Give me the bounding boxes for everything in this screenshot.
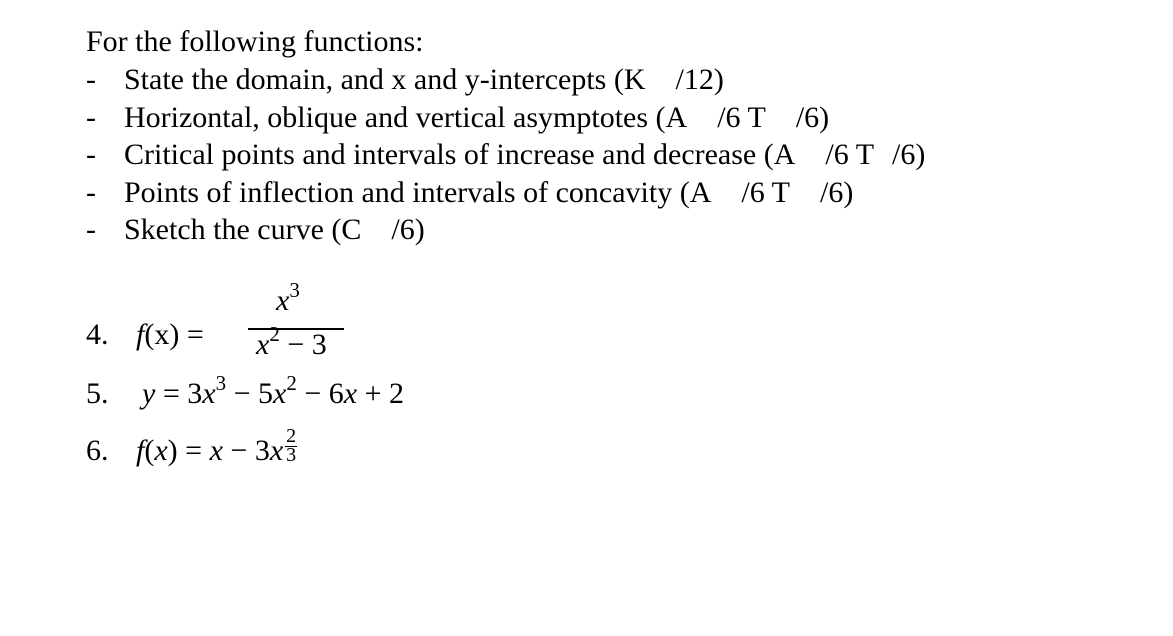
fraction-numerator (276, 278, 300, 318)
coefficient-3: − 6 (296, 377, 344, 410)
exponent-denominator: 3 (286, 444, 297, 466)
mark-a: /6 T (717, 100, 766, 134)
problem-6-equation (136, 425, 298, 468)
bullet-dash: - (86, 100, 96, 134)
x-variable: x (273, 377, 287, 410)
coefficient-1: = 3 (155, 377, 203, 410)
denominator-exponent: 2 (269, 322, 280, 346)
exponent-3: 3 (215, 371, 227, 395)
task-text (124, 99, 829, 137)
denominator-constant: − 3 (279, 328, 327, 361)
fraction-denominator (256, 322, 327, 362)
problem-4-lhs (136, 318, 204, 352)
x-variable: x (209, 434, 223, 467)
coefficient-2: − 5 (226, 377, 273, 410)
mark-t: /6) (795, 100, 830, 134)
bullet-dash: - (86, 213, 96, 246)
task-label: Sketch the curve (C (124, 213, 362, 246)
y-variable: y (142, 377, 156, 410)
task-label: State the domain, and x and y-intercepts (K (124, 63, 646, 96)
function-argument: (x) = (144, 318, 204, 351)
task-text (124, 174, 853, 212)
problem-number-6: 6. (86, 434, 109, 467)
x-variable: x (343, 377, 358, 410)
coefficient: − 3 (222, 434, 270, 467)
open-paren: ( (144, 434, 155, 467)
mark-t: /6) (819, 175, 854, 209)
mark-c: /6) (391, 213, 425, 246)
mark-a: /6 T (741, 175, 790, 209)
problem-5-equation (142, 371, 404, 411)
task-text (124, 211, 425, 249)
bullet-dash: - (86, 138, 96, 171)
mark-t: /6) (892, 138, 926, 171)
numerator-exponent: 3 (289, 278, 300, 302)
task-label: Points of inflection and intervals of concavity (A (124, 175, 712, 209)
x-variable: x (154, 434, 168, 467)
task-text (124, 61, 724, 99)
exponent-2: 2 (286, 371, 297, 395)
task-label: Horizontal, oblique and vertical asymptotes (A (124, 100, 688, 134)
x-variable: x (202, 377, 216, 410)
mark-k: /12) (675, 63, 724, 96)
problem-4-fraction (248, 278, 344, 372)
bullet-dash: - (86, 63, 96, 96)
mark-a: /6 T (825, 138, 875, 171)
instructions-heading: For the following functions: (86, 25, 424, 58)
constant-term: + 2 (357, 377, 404, 410)
function-name: f (136, 434, 145, 467)
numerator-variable: x (276, 284, 290, 317)
problem-number-5: 5. (86, 377, 109, 410)
denominator-variable: x (256, 328, 270, 361)
problem-number-4: 4. (86, 318, 109, 351)
function-name: f (136, 318, 145, 351)
task-label: Critical points and intervals of increase and decrease (A (124, 138, 796, 171)
close-paren-equals: ) = (167, 434, 210, 467)
bullet-dash: - (86, 175, 96, 209)
x-variable: x (269, 434, 284, 467)
task-text (124, 136, 925, 174)
fractional-exponent (284, 425, 298, 466)
exponent-numerator: 2 (286, 425, 297, 447)
